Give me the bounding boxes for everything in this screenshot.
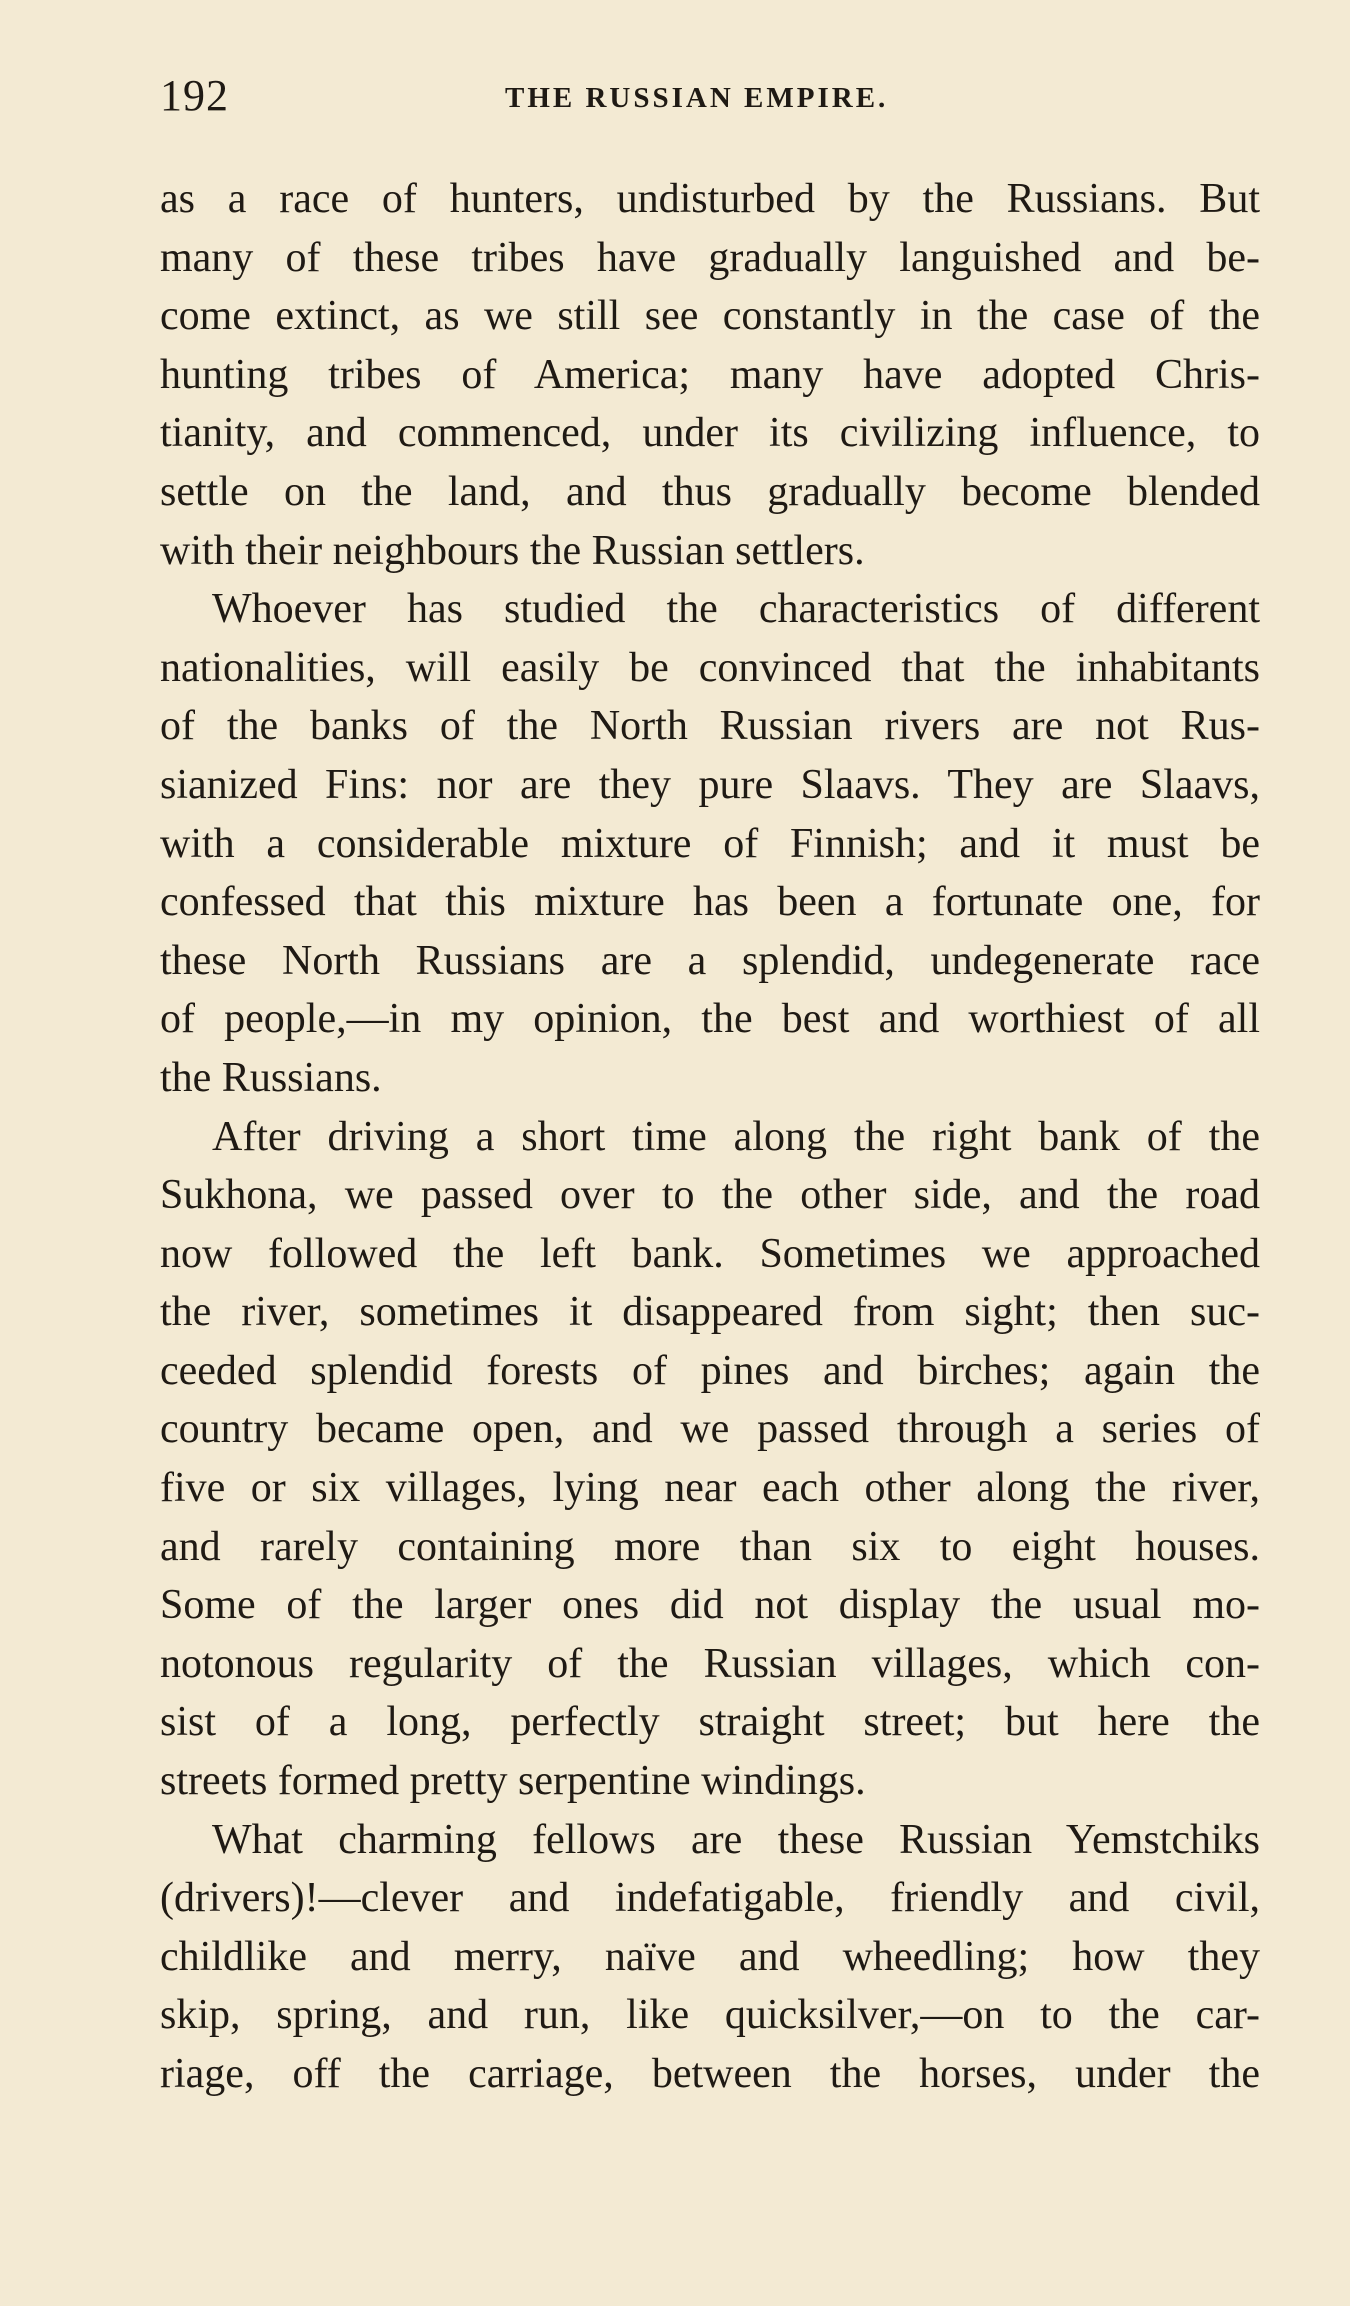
text-line: of people,—in my opinion, the best and worthiest of all <box>160 996 1260 1043</box>
text-line: come extinct, as we still see constantly in the case of the <box>160 293 1260 340</box>
text-line: tianity, and commenced, under its civilizing influence, to <box>160 410 1260 457</box>
page-header <box>160 70 1260 130</box>
text-line: (drivers)!—clever and indefatigable, friendly and civil, <box>160 1875 1260 1922</box>
text-line: with a considerable mixture of Finnish; and it must be <box>160 820 1260 867</box>
text-line: confessed that this mixture has been a fortunate one, for <box>160 879 1260 926</box>
text-line: with their neighbours the Russian settlers. <box>160 527 865 574</box>
text-line: childlike and merry, naïve and wheedling; how they <box>160 1933 1260 1980</box>
text-line: sianized Fins: nor are they pure Slaavs. They are Slaavs, <box>160 761 1260 808</box>
text-line: Whoever has studied the characteristics of different <box>212 586 1260 633</box>
text-line: notonous regularity of the Russian villages, which con- <box>160 1640 1260 1687</box>
text-line: the Russians. <box>160 1054 382 1101</box>
running-title: THE RUSSIAN EMPIRE. <box>505 82 889 114</box>
text-line: and rarely containing more than six to eight houses. <box>160 1523 1260 1570</box>
text-line: Sukhona, we passed over to the other side, and the road <box>160 1172 1260 1219</box>
text-line: now followed the left bank. Sometimes we approached <box>160 1230 1260 1277</box>
text-line: Some of the larger ones did not display the usual mo- <box>160 1582 1260 1629</box>
text-line: After driving a short time along the right bank of the <box>212 1113 1260 1160</box>
text-line: settle on the land, and thus gradually become blended <box>160 468 1260 515</box>
text-line: ceeded splendid forests of pines and birches; again the <box>160 1347 1260 1394</box>
body-text <box>160 170 1260 2104</box>
text-line: the river, sometimes it disappeared from sight; then suc- <box>160 1289 1260 1336</box>
text-line: five or six villages, lying near each other along the river, <box>160 1465 1260 1512</box>
text-line: streets formed pretty serpentine windings. <box>160 1758 866 1805</box>
page-number: 192 <box>160 71 229 120</box>
text-line: sist of a long, perfectly straight street; but here the <box>160 1699 1260 1746</box>
text-line: nationalities, will easily be convinced that the inhabitants <box>160 644 1260 691</box>
text-line: skip, spring, and run, like quicksilver,—on to the car- <box>160 1992 1260 2039</box>
text-line: these North Russians are a splendid, undegenerate race <box>160 937 1260 984</box>
text-line: What charming fellows are these Russian Yemstchiks <box>212 1816 1260 1863</box>
text-line: riage, off the carriage, between the horses, under the <box>160 2051 1260 2097</box>
text-line: as a race of hunters, undisturbed by the Russians. But <box>160 176 1260 222</box>
text-line: many of these tribes have gradually languished and be- <box>160 234 1260 281</box>
text-line: hunting tribes of America; many have adopted Chris- <box>160 351 1260 398</box>
text-line: country became open, and we passed through a series of <box>160 1406 1260 1453</box>
text-line: of the banks of the North Russian rivers are not Rus- <box>160 703 1260 750</box>
